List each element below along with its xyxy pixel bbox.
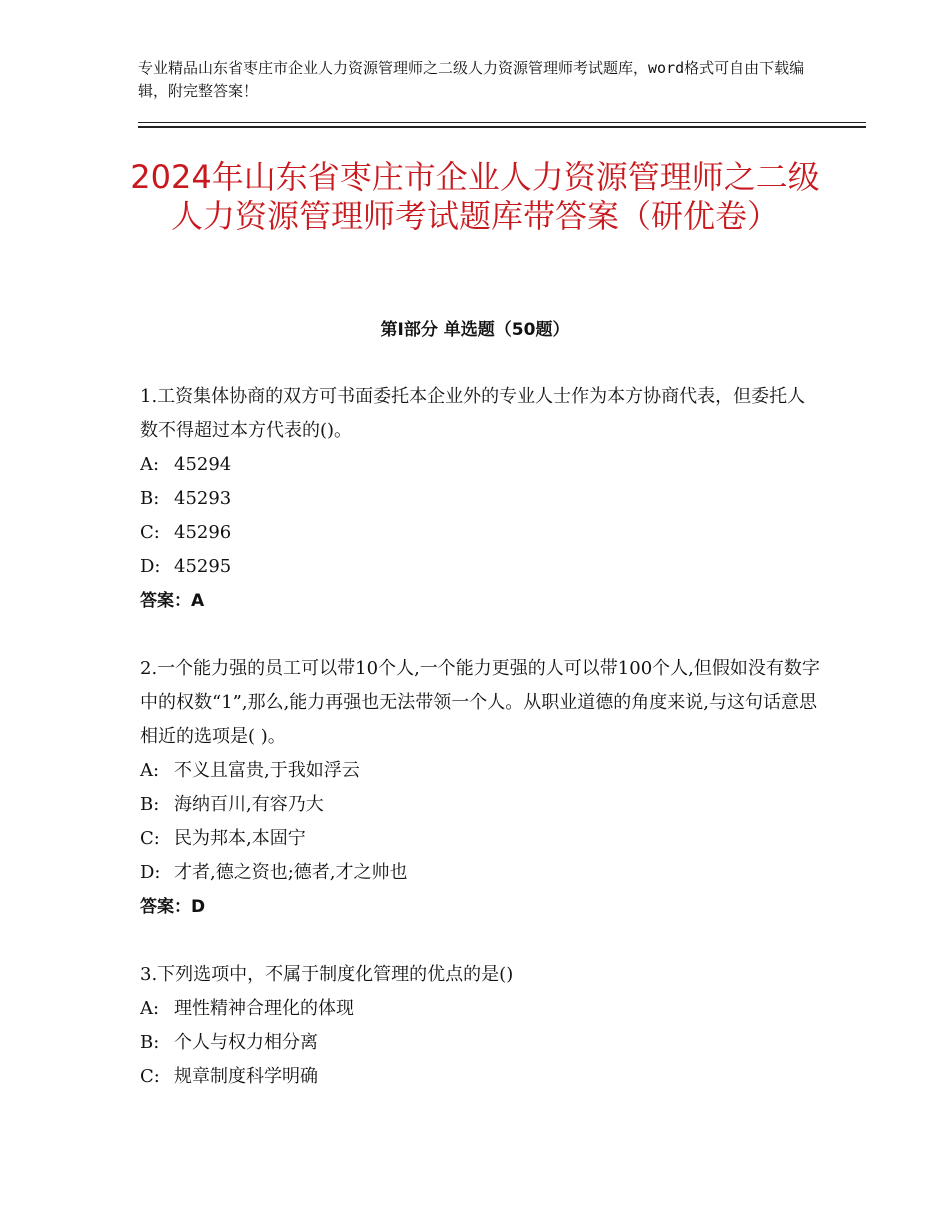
document-title: 2024年山东省枣庄市企业人力资源管理师之二级人力资源管理师考试题库带答案（研优卷） [130,158,820,235]
header-note: 专业精品山东省枣庄市企业人力资源管理师之二级人力资源管理师考试题库，word格式可自由下载编辑，附完整答案！ [138,59,805,100]
option-letter: B: [140,488,160,509]
option-letter: A: [140,998,160,1019]
question-3 [140,958,820,1094]
option-letter: A: [140,454,160,475]
option-text: 规章制度科学明确 [174,1066,318,1087]
option-letter: B: [140,794,160,815]
answer-label: 答案：D [140,897,206,917]
option-b [140,788,820,822]
option-a [140,754,820,788]
option-text: 45293 [174,488,232,509]
header-divider-thick [138,126,866,128]
header-divider-thin [138,122,866,123]
option-text: 理性精神合理化的体现 [174,998,354,1019]
answer-label: 答案：A [140,591,205,611]
option-letter: C: [140,828,160,849]
option-letter: C: [140,1066,160,1087]
question-stem: 1.工资集体协商的双方可书面委托本企业外的专业人士作为本方协商代表，但委托人数不得超过本方代表的()。 [140,386,806,441]
option-c [140,1060,820,1094]
option-letter: D: [140,862,161,883]
option-text: 民为邦本,本固宁 [174,828,306,849]
question-stem: 3.下列选项中，不属于制度化管理的优点的是() [140,964,514,985]
option-a [140,992,820,1026]
option-letter: D: [140,556,161,577]
option-b [140,482,820,516]
option-text: 45296 [174,522,232,543]
option-d [140,856,820,890]
option-letter: B: [140,1032,160,1053]
option-b [140,1026,820,1060]
option-text: 海纳百川,有容乃大 [174,794,324,815]
question-1 [140,380,820,618]
question-stem: 2.一个能力强的员工可以带10个人,一个能力更强的人可以带100个人,但假如没有数字中的权数“1”,那么,能力再强也无法带领一个人。从职业道德的角度来说,与这句话意思相近的选项是( )。 [140,658,820,747]
question-2 [140,652,820,924]
option-letter: C: [140,522,160,543]
option-text: 45294 [174,454,232,475]
section-heading: 第Ⅰ部分 单选题（50题） [380,320,570,340]
option-c [140,516,820,550]
option-c [140,822,820,856]
option-d [140,550,820,584]
option-text: 45295 [174,556,232,577]
option-a [140,448,820,482]
option-text: 不义且富贵,于我如浮云 [174,760,360,781]
option-text: 才者,德之资也;德者,才之帅也 [174,862,408,883]
option-letter: A: [140,760,160,781]
option-text: 个人与权力相分离 [174,1032,318,1053]
